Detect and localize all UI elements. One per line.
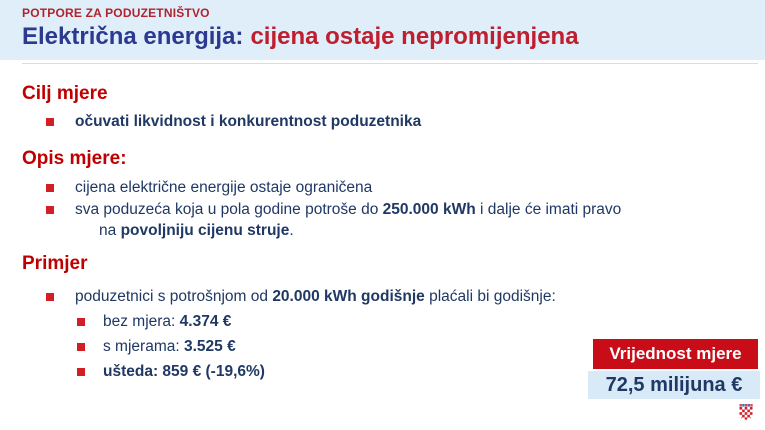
example-heading: Primjer xyxy=(22,253,88,274)
goal-bullet xyxy=(46,112,722,132)
bullet-square-icon xyxy=(46,118,54,126)
description-heading: Opis mjere: xyxy=(22,148,127,169)
description-bullet-2-continuation: na povoljniju cijenu struje. xyxy=(99,222,294,239)
page-title-red: cijena ostaje nepromijenjena xyxy=(250,23,579,50)
bullet-square-icon xyxy=(46,184,54,192)
example-item-text: s mjerama: 3.525 € xyxy=(103,338,236,355)
slide-content xyxy=(22,63,722,382)
description-bullet-1-text: cijena električne energije ostaje ograničena xyxy=(75,179,373,196)
example-intro-bullet xyxy=(46,287,722,307)
value-box-header: Vrijednost mjere xyxy=(593,339,758,369)
bullet-square-icon xyxy=(46,293,54,301)
bullet-square-icon xyxy=(77,343,85,351)
description-bullet-2-text: sva poduzeća koja u pola godine potroše do 250.000 kWh i dalje će imati pravo xyxy=(75,201,622,218)
page-title-blue: Električna energija: xyxy=(22,23,244,50)
title-band xyxy=(0,0,765,60)
example-item-text: bez mjera: 4.374 € xyxy=(103,313,232,330)
description-bullet-1 xyxy=(46,178,722,198)
bullet-square-icon xyxy=(77,368,85,376)
example-item-without-measures xyxy=(77,312,722,332)
goal-bullet-text: očuvati likvidnost i konkurentnost poduzetnika xyxy=(75,113,422,130)
example-item-text: ušteda: 859 € (-19,6%) xyxy=(103,363,265,380)
value-box-amount: 72,5 milijuna € xyxy=(588,371,760,399)
page-title xyxy=(22,23,765,51)
description-bullet-2 xyxy=(46,200,722,220)
goal-heading: Cilj mjere xyxy=(22,83,108,104)
bullet-square-icon xyxy=(77,318,85,326)
example-intro-text: poduzetnici s potrošnjom od 20.000 kWh godišnje plaćali bi godišnje: xyxy=(75,288,556,305)
croatian-checkerboard-icon xyxy=(739,404,753,420)
bullet-square-icon xyxy=(46,206,54,214)
eyebrow-text: POTPORE ZA PODUZETNIŠTVO xyxy=(22,6,210,20)
